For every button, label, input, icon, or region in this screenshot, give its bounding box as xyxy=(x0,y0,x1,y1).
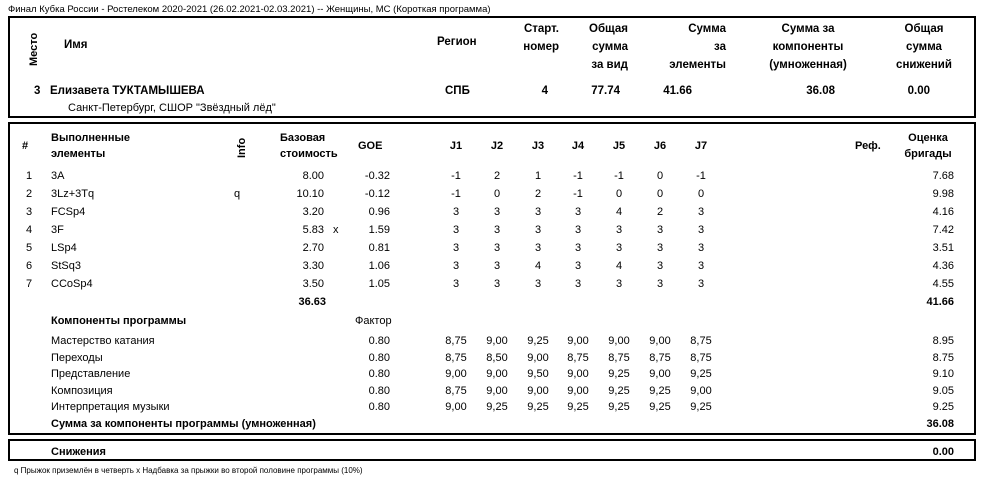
skater-start: 4 xyxy=(541,85,548,97)
skater-deductions: 0.00 xyxy=(907,85,930,97)
element-base-value: 3.30 xyxy=(302,260,324,272)
ref-header: Реф. xyxy=(855,140,881,152)
element-judge-score: 3 xyxy=(493,206,501,218)
start-header-l1: Старт. xyxy=(523,23,559,35)
total-header-l2: сумма xyxy=(592,41,628,53)
element-panel-score: 4.36 xyxy=(932,260,954,272)
num-header: # xyxy=(22,140,29,152)
element-judge-score: 3 xyxy=(697,206,705,218)
element-judge-score: 3 xyxy=(452,206,460,218)
element-bonus-mark: x xyxy=(333,224,339,236)
element-number: 1 xyxy=(26,170,33,182)
component-judge-score: 9,00 xyxy=(608,335,630,347)
component-judge-score: 9,25 xyxy=(486,401,508,413)
component-judge-score: 8,75 xyxy=(690,352,712,364)
component-judge-score: 9,25 xyxy=(608,385,630,397)
component-judge-score: 9,25 xyxy=(649,385,671,397)
component-panel-score: 9.05 xyxy=(932,385,954,397)
pcs-header-l2: компоненты xyxy=(772,41,844,53)
ded-header-l3: снижений xyxy=(896,59,952,71)
component-judge-score: 9,00 xyxy=(567,385,589,397)
elements-base-total: 36.63 xyxy=(298,296,326,308)
element-judge-score: 2 xyxy=(493,170,501,182)
element-panel-score: 4.16 xyxy=(932,206,954,218)
element-judge-score: 3 xyxy=(697,242,705,254)
skater-place: 3 xyxy=(34,85,41,97)
element-judge-score: 0 xyxy=(615,188,623,200)
panel-header xyxy=(890,130,966,162)
element-judge-score: 3 xyxy=(656,278,664,290)
element-judge-score: 4 xyxy=(534,260,542,272)
factor-header: Фактор xyxy=(355,315,392,327)
component-judge-score: 9,25 xyxy=(527,401,549,413)
total-header xyxy=(560,20,628,74)
component-judge-score: 9,00 xyxy=(690,385,712,397)
tes-header-l1: Сумма xyxy=(688,23,726,35)
element-judge-score: 3 xyxy=(574,278,582,290)
judge-header-7: J7 xyxy=(694,140,708,152)
deductions-value: 0.00 xyxy=(932,446,954,458)
start-header xyxy=(500,20,559,56)
element-goe: -0.12 xyxy=(364,188,390,200)
component-judge-score: 9,00 xyxy=(567,335,589,347)
element-name: LSp4 xyxy=(51,242,77,254)
place-header: Место xyxy=(28,32,40,66)
component-judge-score: 9,25 xyxy=(527,335,549,347)
pcs-header xyxy=(750,20,866,74)
component-panel-score: 9.25 xyxy=(932,401,954,413)
component-judge-score: 8,75 xyxy=(608,352,630,364)
element-panel-score: 7.68 xyxy=(932,170,954,182)
component-factor: 0.80 xyxy=(368,385,390,397)
element-judge-score: 3 xyxy=(656,260,664,272)
component-factor: 0.80 xyxy=(368,335,390,347)
element-judge-score: 3 xyxy=(697,260,705,272)
element-info: q xyxy=(234,188,241,200)
component-panel-score: 8.95 xyxy=(932,335,954,347)
pcs-header-l3: (умноженная) xyxy=(769,59,847,71)
footnote: q Прыжок приземлён в четверть x Надбавка за прыжки во второй половине программы (10%) xyxy=(14,466,363,475)
element-number: 4 xyxy=(26,224,33,236)
component-judge-score: 9,25 xyxy=(690,401,712,413)
element-judge-score: 0 xyxy=(656,188,664,200)
element-judge-score: 3 xyxy=(534,206,542,218)
element-judge-score: 3 xyxy=(615,242,623,254)
judge-header-5: J5 xyxy=(612,140,626,152)
element-judge-score: 2 xyxy=(534,188,542,200)
element-panel-score: 7.42 xyxy=(932,224,954,236)
ded-header-l1: Общая xyxy=(904,23,944,35)
event-title: Финал Кубка России - Ростелеком 2020-2021 (26.02.2021-02.03.2021) -- Женщины, МС (Короткая программа) xyxy=(8,4,491,15)
component-judge-score: 9,00 xyxy=(445,368,467,380)
elements-header-l1: Выполненные xyxy=(51,132,130,144)
component-judge-score: 9,50 xyxy=(527,368,549,380)
element-judge-score: -1 xyxy=(614,170,624,182)
component-name: Переходы xyxy=(51,352,103,364)
start-header-l2: номер xyxy=(523,41,559,53)
component-panel-score: 8.75 xyxy=(932,352,954,364)
element-judge-score: 3 xyxy=(493,224,501,236)
element-number: 6 xyxy=(26,260,33,272)
total-header-l1: Общая xyxy=(589,23,628,35)
element-judge-score: 3 xyxy=(493,260,501,272)
pcs-header-l1: Сумма за xyxy=(781,23,835,35)
element-number: 5 xyxy=(26,242,33,254)
component-judge-score: 9,00 xyxy=(649,368,671,380)
element-judge-score: 3 xyxy=(574,242,582,254)
component-judge-score: 9,25 xyxy=(649,401,671,413)
judge-header-3: J3 xyxy=(531,140,545,152)
element-judge-score: 3 xyxy=(615,224,623,236)
elements-header xyxy=(51,130,130,162)
element-panel-score: 3.51 xyxy=(932,242,954,254)
panel-header-l1: Оценка xyxy=(908,132,948,144)
element-goe: 1.06 xyxy=(368,260,390,272)
element-judge-score: 3 xyxy=(574,260,582,272)
component-name: Интерпретация музыки xyxy=(51,401,170,413)
element-goe: -0.32 xyxy=(364,170,390,182)
element-base-value: 5.83 xyxy=(302,224,324,236)
element-name: 3F xyxy=(51,224,64,236)
element-number: 2 xyxy=(26,188,33,200)
deductions-label: Снижения xyxy=(51,446,106,458)
element-goe: 0.96 xyxy=(368,206,390,218)
component-panel-score: 9.10 xyxy=(932,368,954,380)
name-header: Имя xyxy=(64,39,88,51)
element-base-value: 3.50 xyxy=(302,278,324,290)
element-judge-score: -1 xyxy=(696,170,706,182)
element-name: 3A xyxy=(51,170,65,182)
skater-name: Елизавета ТУКТАМЫШЕВА xyxy=(50,85,205,97)
component-judge-score: 9,00 xyxy=(445,401,467,413)
element-judge-score: 3 xyxy=(656,242,664,254)
element-judge-score: 1 xyxy=(534,170,542,182)
judge-header-2: J2 xyxy=(490,140,504,152)
component-name: Мастерство катания xyxy=(51,335,155,347)
components-total-label: Сумма за компоненты программы (умноженная) xyxy=(51,418,316,430)
element-judge-score: 3 xyxy=(697,224,705,236)
component-judge-score: 9,00 xyxy=(527,385,549,397)
region-header: Регион xyxy=(437,36,477,48)
element-name: 3Lz+3Tq xyxy=(51,188,95,200)
component-judge-score: 9,00 xyxy=(567,368,589,380)
components-total-score: 36.08 xyxy=(926,418,954,430)
base-header xyxy=(280,130,338,162)
element-number: 7 xyxy=(26,278,33,290)
component-judge-score: 8,75 xyxy=(567,352,589,364)
skater-total: 77.74 xyxy=(591,85,620,97)
component-name: Представление xyxy=(51,368,131,380)
component-judge-score: 9,25 xyxy=(608,368,630,380)
element-judge-score: 3 xyxy=(615,278,623,290)
base-header-l1: Базовая xyxy=(280,132,326,144)
judge-header-4: J4 xyxy=(571,140,585,152)
skater-club: Санкт-Петербург, СШОР "Звёздный лёд" xyxy=(68,102,276,114)
element-judge-score: 4 xyxy=(615,206,623,218)
component-judge-score: 8,75 xyxy=(445,352,467,364)
element-base-value: 2.70 xyxy=(302,242,324,254)
element-judge-score: 3 xyxy=(452,278,460,290)
element-judge-score: 3 xyxy=(656,224,664,236)
element-judge-score: -1 xyxy=(451,170,461,182)
element-judge-score: 0 xyxy=(697,188,705,200)
element-goe: 1.05 xyxy=(368,278,390,290)
element-judge-score: 3 xyxy=(574,206,582,218)
component-judge-score: 9,00 xyxy=(486,335,508,347)
element-name: FCSp4 xyxy=(51,206,86,218)
element-goe: 1.59 xyxy=(368,224,390,236)
component-factor: 0.80 xyxy=(368,368,390,380)
component-judge-score: 8,75 xyxy=(690,335,712,347)
component-judge-score: 9,00 xyxy=(486,385,508,397)
element-judge-score: 3 xyxy=(452,224,460,236)
deductions-header xyxy=(882,20,966,74)
tes-header-l3: элементы xyxy=(669,59,726,71)
component-judge-score: 8,75 xyxy=(445,385,467,397)
element-judge-score: -1 xyxy=(451,188,461,200)
element-judge-score: -1 xyxy=(573,170,583,182)
element-base-value: 8.00 xyxy=(302,170,324,182)
element-judge-score: 4 xyxy=(615,260,623,272)
judge-header-1: J1 xyxy=(449,140,463,152)
skater-pcs: 36.08 xyxy=(806,85,835,97)
element-judge-score: 3 xyxy=(697,278,705,290)
judge-header-6: J6 xyxy=(653,140,667,152)
panel-header-l2: бригады xyxy=(904,148,952,160)
component-judge-score: 8,50 xyxy=(486,352,508,364)
tes-header xyxy=(640,20,726,74)
element-judge-score: -1 xyxy=(573,188,583,200)
tes-header-l2: за xyxy=(714,41,726,53)
element-name: StSq3 xyxy=(51,260,81,272)
element-judge-score: 3 xyxy=(493,278,501,290)
element-judge-score: 2 xyxy=(656,206,664,218)
component-judge-score: 9,00 xyxy=(486,368,508,380)
element-panel-score: 4.55 xyxy=(932,278,954,290)
components-title: Компоненты программы xyxy=(51,315,187,327)
skater-region: СПБ xyxy=(445,85,470,97)
ded-header-l2: сумма xyxy=(906,41,942,53)
component-judge-score: 9,25 xyxy=(567,401,589,413)
element-panel-score: 9.98 xyxy=(932,188,954,200)
component-judge-score: 8,75 xyxy=(649,352,671,364)
element-judge-score: 0 xyxy=(493,188,501,200)
elements-score-total: 41.66 xyxy=(926,296,954,308)
component-judge-score: 9,00 xyxy=(527,352,549,364)
element-number: 3 xyxy=(26,206,33,218)
component-factor: 0.80 xyxy=(368,352,390,364)
element-judge-score: 0 xyxy=(656,170,664,182)
element-judge-score: 3 xyxy=(452,242,460,254)
element-judge-score: 3 xyxy=(452,260,460,272)
deductions-box xyxy=(8,439,976,461)
component-factor: 0.80 xyxy=(368,401,390,413)
component-judge-score: 9,25 xyxy=(690,368,712,380)
element-judge-score: 3 xyxy=(574,224,582,236)
elements-header-l2: элементы xyxy=(51,148,106,160)
element-base-value: 10.10 xyxy=(296,188,324,200)
component-judge-score: 8,75 xyxy=(445,335,467,347)
component-judge-score: 9,25 xyxy=(608,401,630,413)
element-judge-score: 3 xyxy=(534,278,542,290)
element-judge-score: 3 xyxy=(534,224,542,236)
goe-header: GOE xyxy=(358,140,383,152)
base-header-l2: стоимость xyxy=(280,148,338,160)
component-name: Композиция xyxy=(51,385,113,397)
total-header-l3: за вид xyxy=(591,59,628,71)
element-base-value: 3.20 xyxy=(302,206,324,218)
element-judge-score: 3 xyxy=(493,242,501,254)
element-name: CCoSp4 xyxy=(51,278,93,290)
component-judge-score: 9,00 xyxy=(649,335,671,347)
element-goe: 0.81 xyxy=(368,242,390,254)
skater-tes: 41.66 xyxy=(663,85,692,97)
element-judge-score: 3 xyxy=(534,242,542,254)
info-header: Info xyxy=(236,137,248,158)
